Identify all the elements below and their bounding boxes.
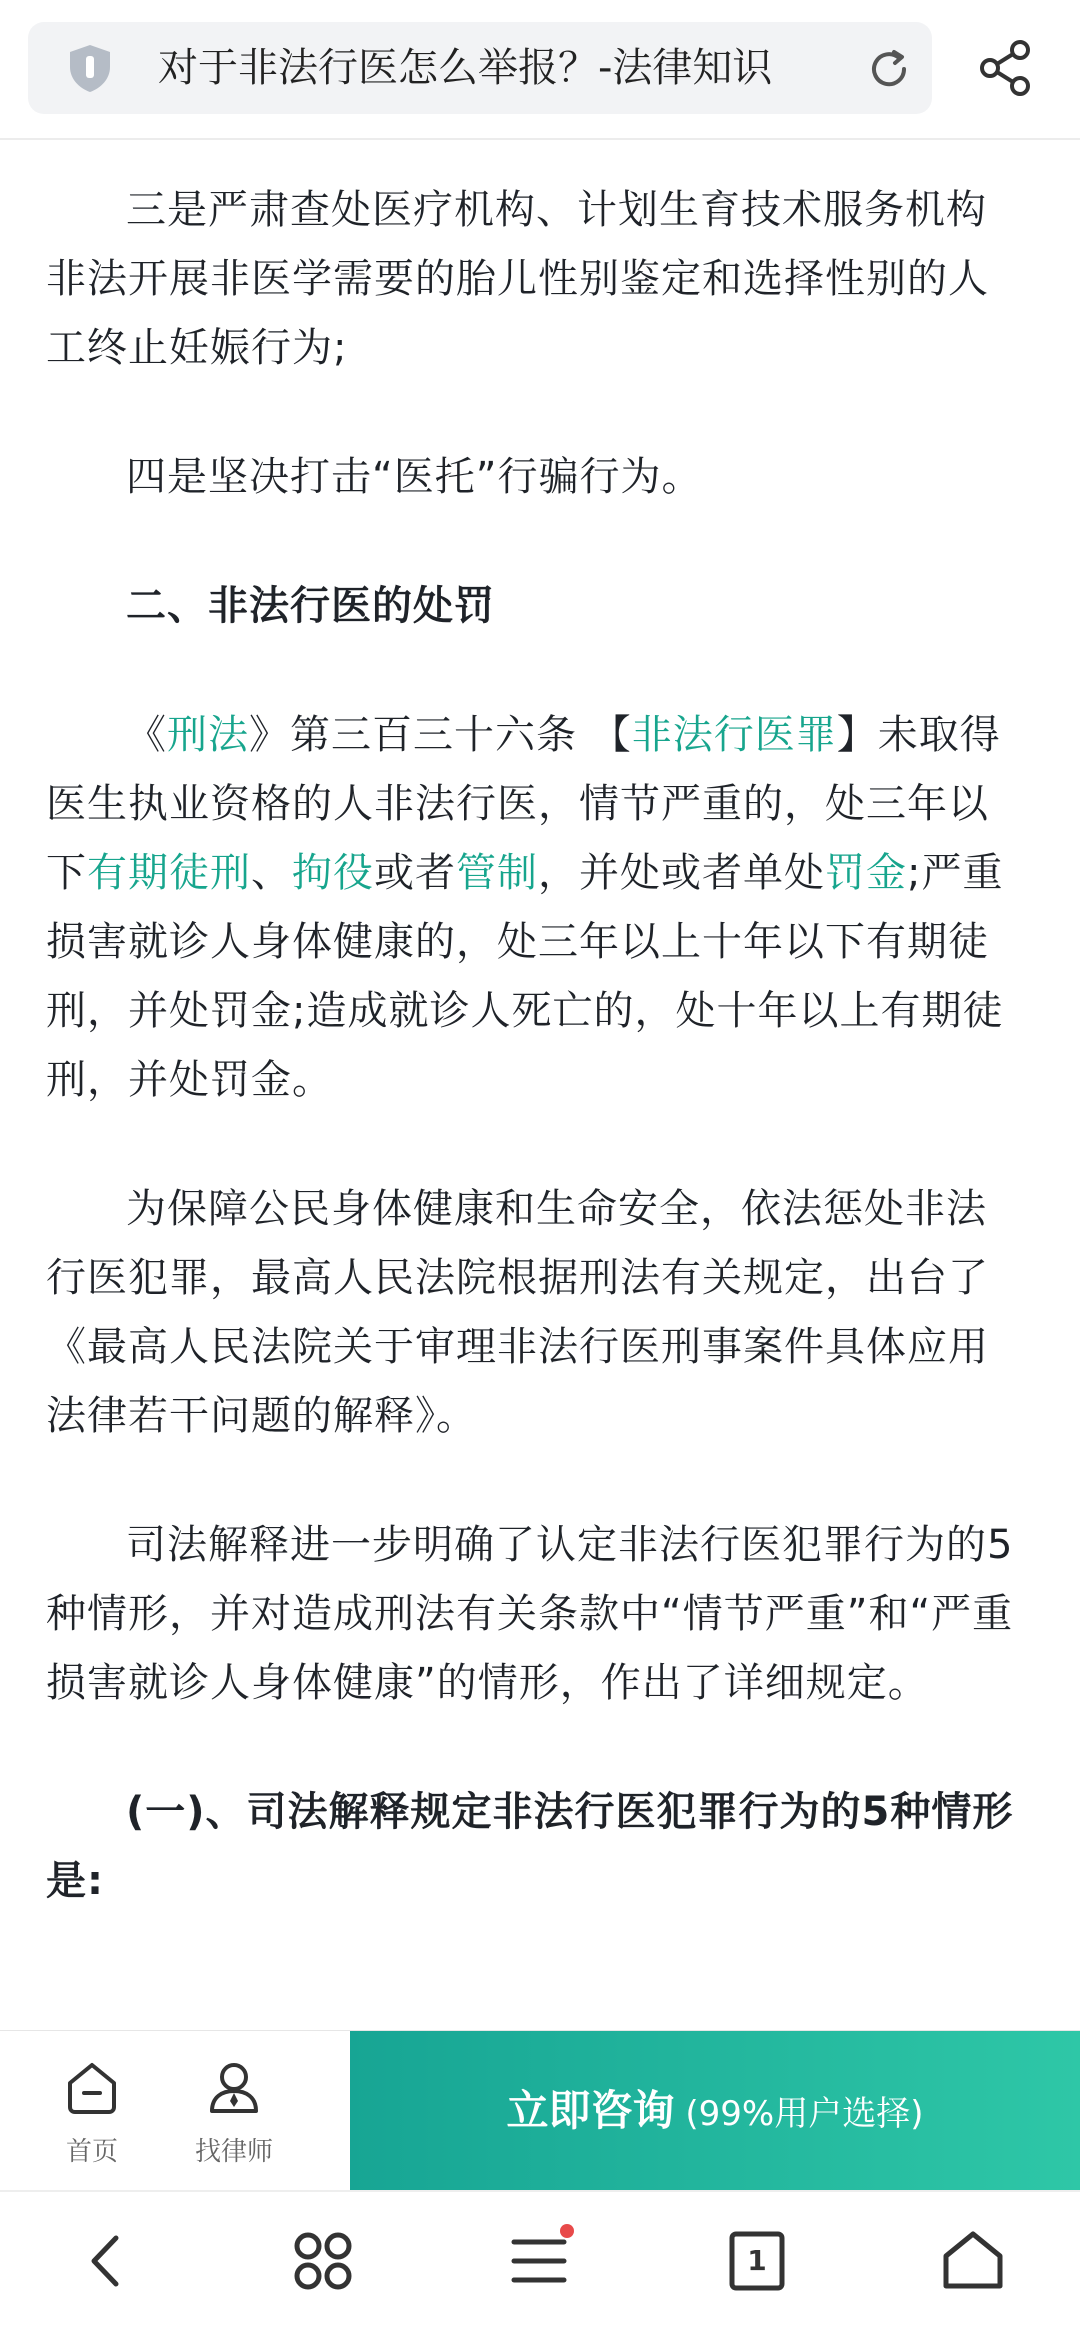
consult-sub-label: (99%用户选择): [674, 2094, 924, 2134]
consult-now-button[interactable]: [350, 2031, 1080, 2191]
shield-icon[interactable]: [64, 42, 116, 94]
lawyer-icon: [204, 2057, 264, 2117]
share-icon[interactable]: [976, 38, 1036, 98]
browser-bottom-nav: [0, 2190, 1080, 2329]
section-heading-five-cases: (一)、司法解释规定非法行医犯罪行为的5种情形是:: [46, 1789, 1014, 1904]
paragraph-3: [46, 701, 1026, 1115]
paragraph-5: 司法解释进一步明确了认定非法行医犯罪行为的5种情形，并对造成刑法有关条款中“情节严重”和“严重损害就诊人身体健康”的情形，作出了详细规定。: [46, 1522, 1014, 1706]
home-label: 首页: [65, 2137, 118, 2167]
address-bar[interactable]: [28, 22, 932, 114]
text-span: 或者: [374, 850, 456, 896]
text-span: 、: [251, 850, 292, 896]
text-span: 》第三百三十六条 【: [249, 712, 632, 758]
page-title[interactable]: 对于非法行医怎么举报？-法律知识: [158, 45, 773, 91]
link-criminal-law[interactable]: 刑法: [167, 712, 249, 758]
reload-icon[interactable]: [866, 46, 912, 92]
tabs-button[interactable]: [722, 2226, 792, 2296]
back-icon[interactable]: [72, 2226, 142, 2296]
link-detention[interactable]: 拘役: [292, 850, 374, 896]
text-span: ;严重损害就诊人身体健康的，处三年以上十年以下有期徒刑，并处罚金;造成就诊人死亡的，处十年以上有期徒刑，并处罚金。: [46, 850, 1004, 1103]
paragraph-4: 为保障公民身体健康和生命安全，依法惩处非法行医犯罪，最高人民法院根据刑法有关规定，出台了《最高人民法院关于审理非法行医刑事案件具体应用法律若干问题的解释》。: [46, 1186, 989, 1439]
link-fine[interactable]: 罚金: [825, 850, 907, 896]
paragraph-1: 三是严肃查处医疗机构、计划生育技术服务机构非法开展非医学需要的胎儿性别鉴定和选择性别的人工终止妊娠行为;: [46, 187, 989, 371]
home-nav-button[interactable]: [22, 2031, 162, 2191]
consult-bar: [0, 2030, 1080, 2191]
link-fixed-term-imprisonment[interactable]: 有期徒刑: [87, 850, 251, 896]
find-lawyer-label: 找律师: [194, 2137, 273, 2167]
home-browser-icon[interactable]: [938, 2226, 1008, 2296]
notification-dot: [560, 2224, 574, 2238]
browser-top-bar: [0, 0, 1080, 140]
paragraph-2: 四是坚决打击“医托”行骗行为。: [126, 454, 703, 500]
link-public-surveillance[interactable]: 管制: [456, 850, 538, 896]
tabs-count: 1: [747, 2244, 767, 2277]
home-icon: [62, 2057, 122, 2117]
apps-icon[interactable]: [288, 2226, 358, 2296]
find-lawyer-nav-button[interactable]: [164, 2031, 304, 2191]
text-span: 《: [126, 712, 167, 758]
article-body: [46, 176, 1026, 1976]
consult-now-label: 立即咨询: [506, 2086, 675, 2135]
text-span: ，并处或者单处: [538, 850, 825, 896]
section-heading-penalty: 二、非法行医的处罚: [126, 583, 495, 629]
link-illegal-practice-crime[interactable]: 非法行医罪: [631, 712, 837, 758]
text-span: 】未取得医生执业资格的人非法行医，情节严重的，处三年以下: [46, 712, 1001, 896]
